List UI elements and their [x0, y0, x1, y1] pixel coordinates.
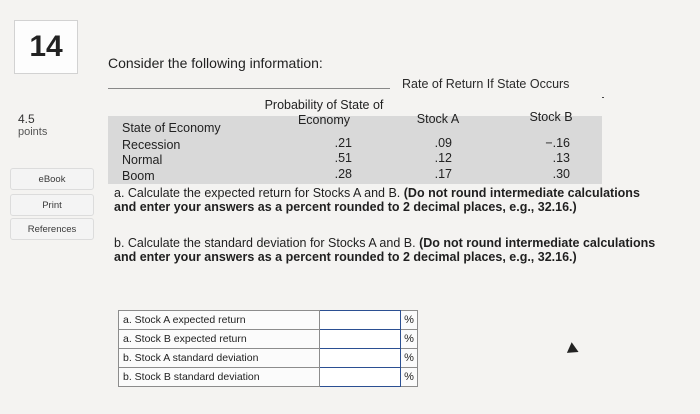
print-button[interactable]: Print [10, 194, 94, 216]
answer-row [119, 330, 418, 349]
col-header-probability: Probability of State of Economy [264, 98, 384, 127]
points-value: 4.5 [18, 112, 35, 126]
group-header-rate-of-return: Rate of Return If State Occurs [402, 77, 570, 91]
stock-a-expected-return-input[interactable] [320, 313, 400, 329]
answer-row [119, 368, 418, 387]
stock-b-standard-deviation-input[interactable] [320, 370, 400, 386]
table-cell-stock-a: .09 [434, 136, 452, 150]
instruction-b-note: (Do not round intermediate calculations and enter your answers as a percent rounded to 2 decimal places, e.g., 32.16.) [114, 236, 656, 264]
percent-unit: % [401, 368, 418, 387]
answer-row [119, 349, 418, 368]
percent-unit: % [401, 311, 418, 330]
table-cell-stock-b: −.16 [545, 136, 570, 150]
question-number: 14 [14, 20, 78, 74]
table-cell-probability: .21 [334, 136, 352, 150]
stock-a-standard-deviation-input-cell[interactable] [320, 349, 401, 368]
table-cell-stock-a: .17 [434, 167, 452, 181]
percent-unit: % [401, 330, 418, 349]
table-cell-stock-a: .12 [434, 151, 452, 165]
col-header-stock-b: Stock B [529, 110, 573, 124]
question-prompt: Consider the following information: [108, 55, 323, 71]
table-top-rule [108, 88, 390, 89]
references-button[interactable]: References [10, 218, 94, 240]
ebook-button[interactable]: eBook [10, 168, 94, 190]
instruction-b-text: b. Calculate the standard deviation for Stocks A and B. [114, 236, 416, 250]
col-header-stock-a: Stock A [416, 112, 460, 126]
answer-table [118, 310, 418, 387]
answer-label: b. Stock A standard deviation [119, 349, 320, 368]
table-cell-stock-b: .30 [552, 167, 570, 181]
table-cell-stock-b: .13 [552, 151, 570, 165]
answer-label: a. Stock A expected return [119, 311, 320, 330]
answer-row [119, 311, 418, 330]
stock-b-standard-deviation-input-cell[interactable] [320, 368, 401, 387]
table-cell-probability: .28 [334, 167, 352, 181]
answer-label: b. Stock B standard deviation [119, 368, 320, 387]
table-cell-probability: .51 [334, 151, 352, 165]
percent-unit: % [401, 349, 418, 368]
stock-b-expected-return-input[interactable] [320, 332, 400, 348]
table-cell-state: Boom [122, 169, 155, 183]
mouse-cursor-icon [563, 342, 578, 358]
stock-b-expected-return-input-cell[interactable] [320, 330, 401, 349]
stock-a-standard-deviation-input[interactable] [320, 351, 400, 367]
points-label: points [18, 126, 48, 138]
table-cell-state: Normal [122, 153, 163, 167]
table-cell-state: Recession [122, 138, 181, 152]
answer-label: a. Stock B expected return [119, 330, 320, 349]
instruction-a-note: (Do not round intermediate calculations and enter your answers as a percent rounded to 2 decimal places, e.g., 32.16.) [114, 186, 640, 214]
stock-a-expected-return-input-cell[interactable] [320, 311, 401, 330]
instruction-a [114, 186, 662, 214]
instruction-b [114, 236, 662, 264]
col-header-state: State of Economy [122, 121, 221, 135]
instruction-a-text: a. Calculate the expected return for Stocks A and B. [114, 186, 401, 200]
